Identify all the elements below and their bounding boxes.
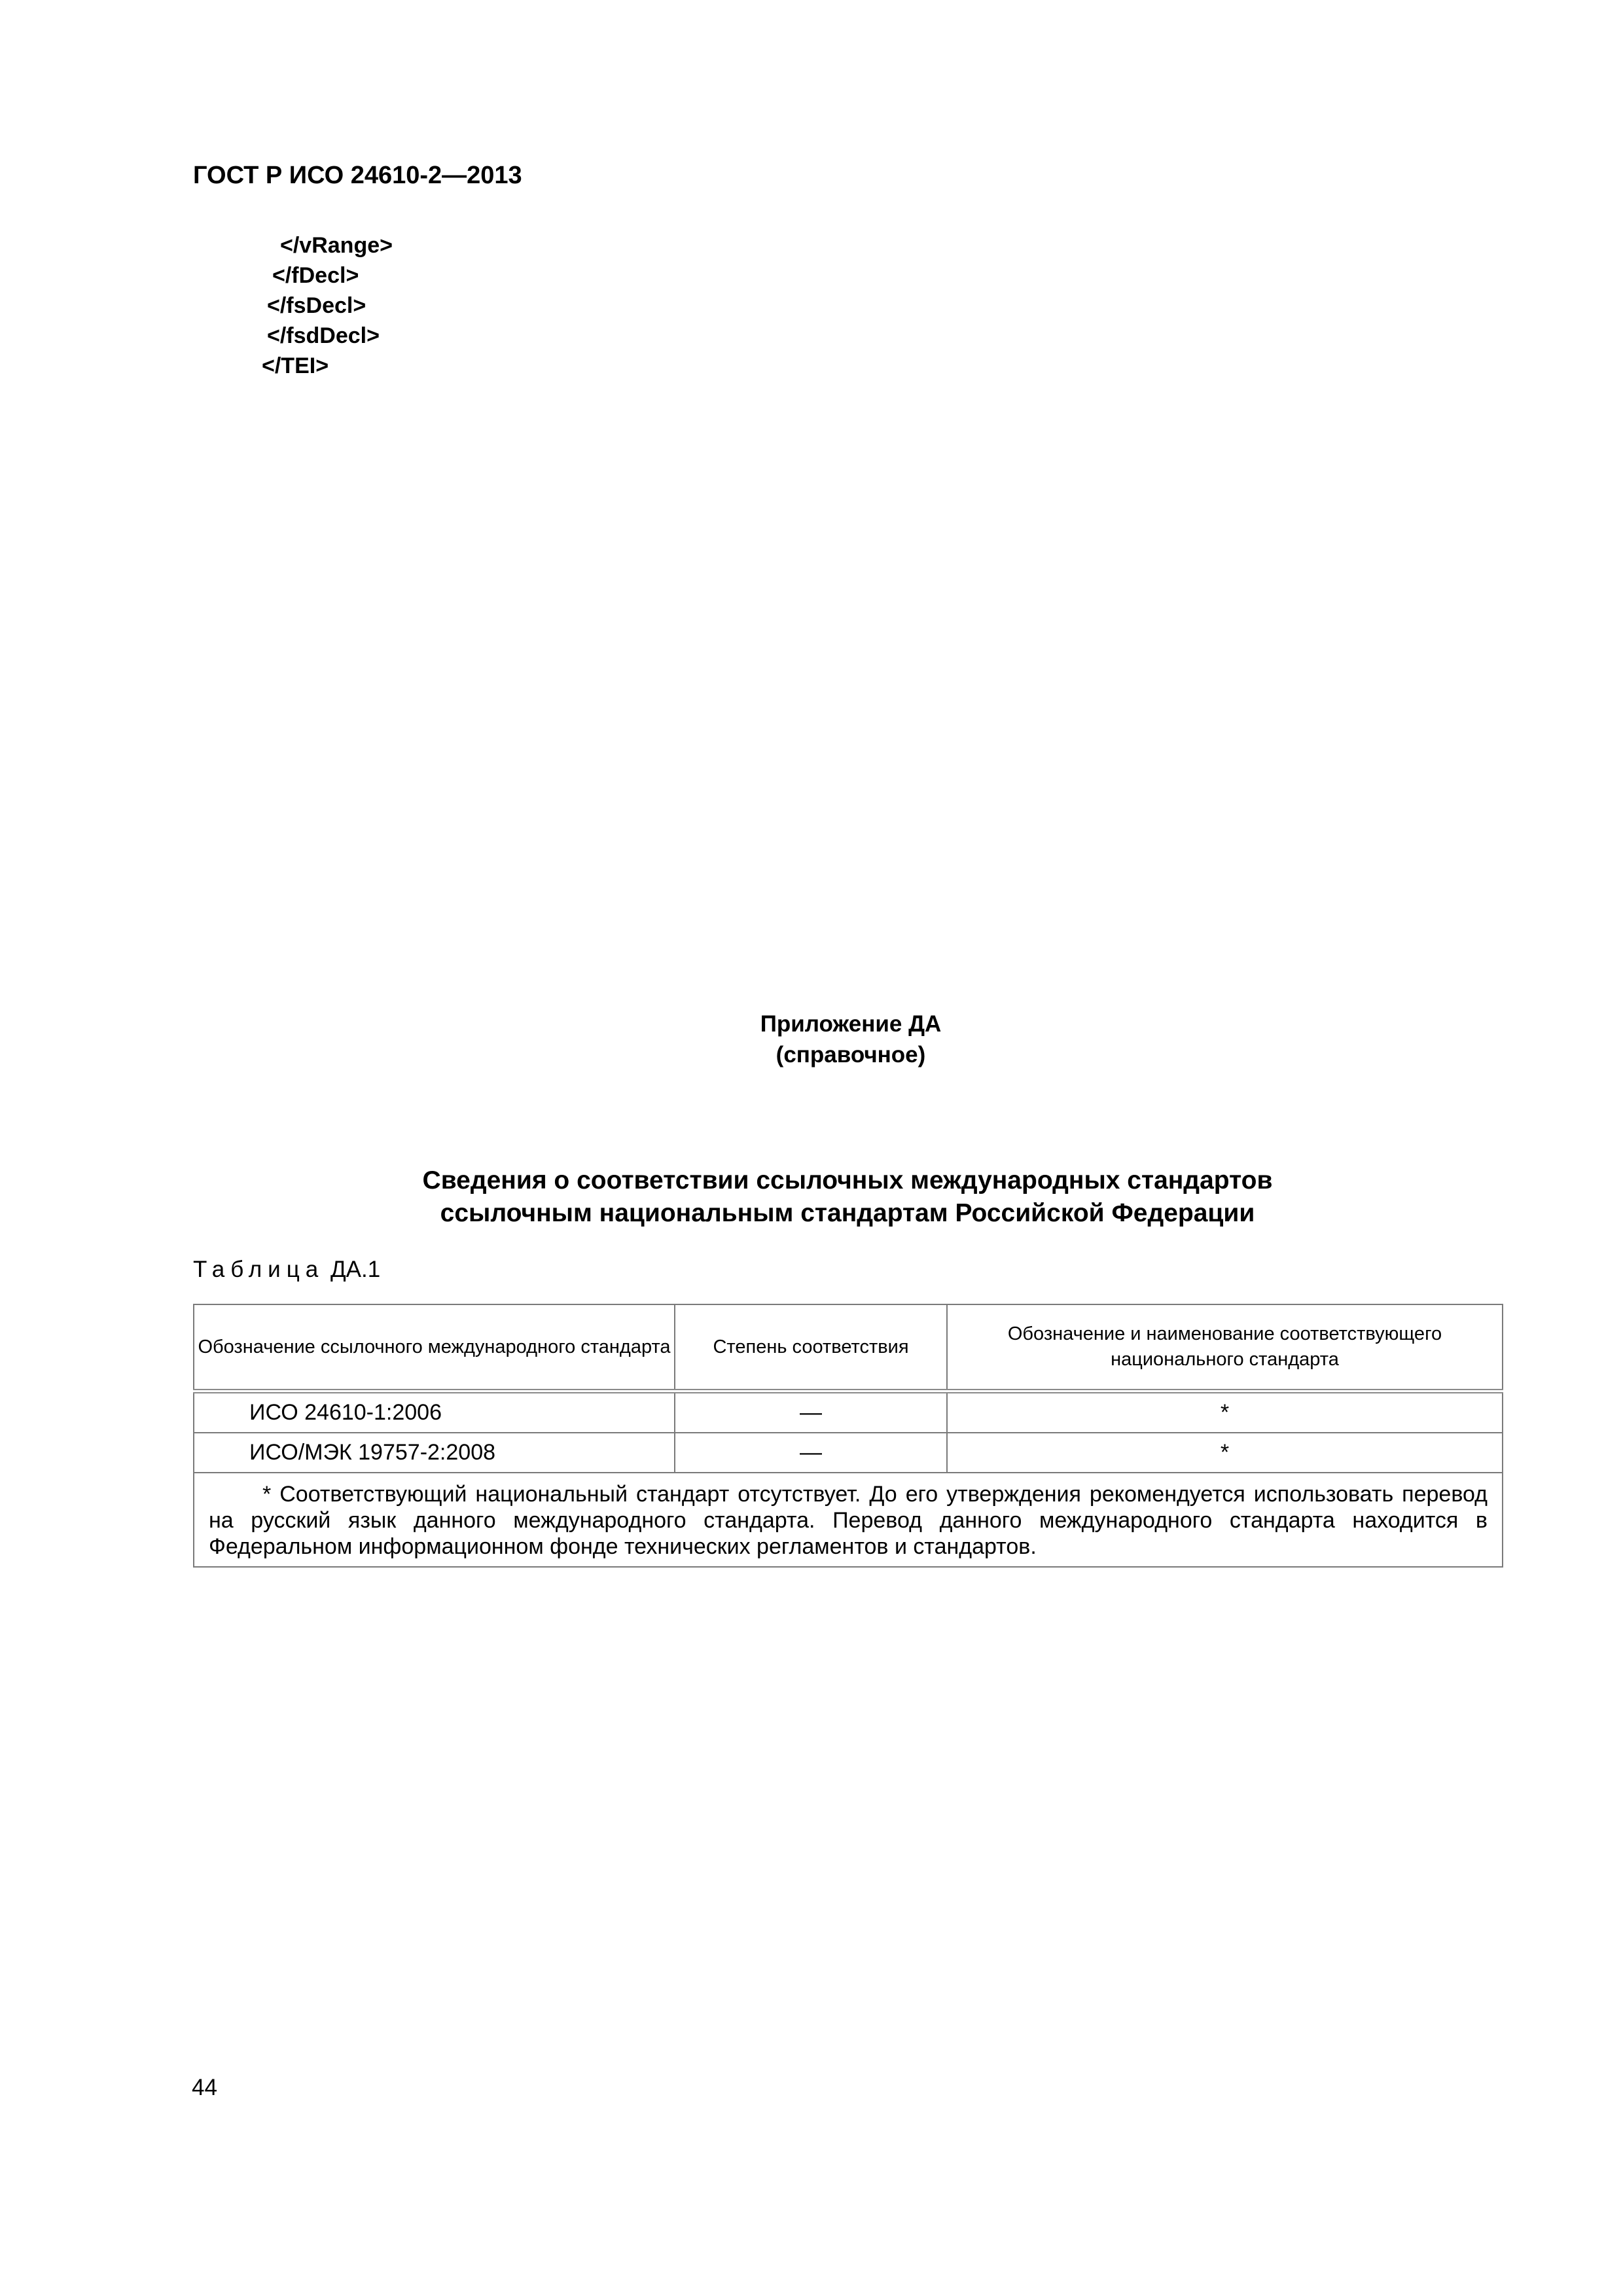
cell-standard: ИСО 24610-1:2006 [194, 1391, 675, 1433]
cell-national: * [947, 1433, 1503, 1473]
code-line-tei: </TEI> [262, 353, 329, 378]
table-row [194, 1391, 1503, 1433]
code-line-fdecl: </fDecl> [272, 263, 359, 288]
header-degree-of-correspondence: Степень соответствия [675, 1304, 947, 1391]
table-row [194, 1433, 1503, 1473]
header-national-standard: Обозначение и наименование соответствующего национального стандарта [947, 1304, 1503, 1391]
table-footnote-row [194, 1473, 1503, 1567]
cell-degree: — [675, 1433, 947, 1473]
document-code-header: ГОСТ Р ИСО 24610-2—2013 [193, 162, 522, 189]
code-line-fsdecl: </fsDecl> [267, 293, 366, 318]
section-title-line-2: ссылочным национальным стандартам Российской Федерации [440, 1199, 1255, 1227]
cell-standard: ИСО/МЭК 19757-2:2008 [194, 1433, 675, 1473]
table-caption [193, 1257, 380, 1283]
header-international-standard: Обозначение ссылочного международного стандарта [194, 1304, 675, 1391]
cell-national: * [947, 1391, 1503, 1433]
code-line-fsddecl: </fsdDecl> [267, 323, 380, 348]
code-line-vrange: </vRange> [280, 233, 393, 258]
table-caption-label: Таблица [193, 1257, 325, 1282]
table-caption-number: ДА.1 [330, 1257, 381, 1282]
cell-degree: — [675, 1391, 947, 1433]
table-header-row [194, 1304, 1503, 1391]
appendix-subtitle: (справочное) [776, 1042, 926, 1067]
appendix-title: Приложение ДА [760, 1011, 942, 1037]
standards-correspondence-table [193, 1304, 1503, 1568]
table-footnote [194, 1473, 1503, 1567]
table-footnote-text: * Соответствующий национальный стандарт отсутствует. До его утверждения рекомендуется использовать перевод на русский язык данного международного стандарта. Перевод данного международного стандарта находится в Федеральном информационном фонде технических регламентов и стандартов. [209, 1482, 1488, 1559]
section-title-line-1: Сведения о соответствии ссылочных международных стандартов [422, 1166, 1273, 1194]
page-number: 44 [192, 2075, 217, 2100]
